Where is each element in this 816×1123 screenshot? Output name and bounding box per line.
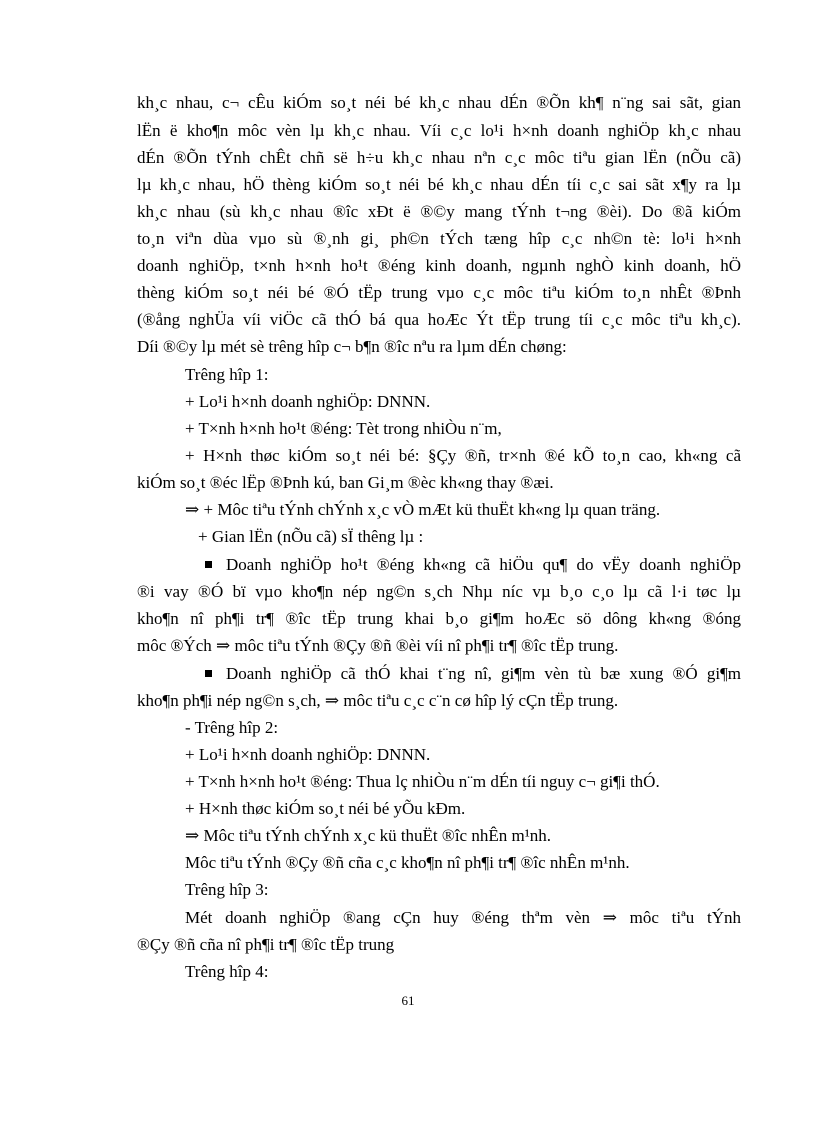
case-heading: - Trêng hîp 2: — [185, 718, 279, 737]
paragraph-line: môc ®Ých ⇒ môc tiªu tÝnh ®Çy ®ñ ®èi víi nî ph¶i tr¶ ®îc tËp trung. — [137, 636, 619, 655]
paragraph-line: Mét doanh nghiÖp ®ang cÇn huy ®éng thªm vèn ⇒ môc tiªu tÝnh — [185, 908, 741, 927]
paragraph-line: Díi ®©y lµ mét sè trêng hîp c¬ b¶n ®îc nªu ra lµm dÉn chøng: — [137, 337, 567, 356]
paragraph-line: lËn ë kho¶n môc vèn lµ kh¸c nhau. Víi c¸c lo¹i h×nh doanh nghiÖp kh¸c nhau — [137, 121, 741, 140]
bullet-item — [205, 663, 741, 685]
paragraph-line: kh¸c nhau, c¬ cÊu kiÓm so¸t néi bé kh¸c nhau dÉn ®Õn kh¶ n¨ng sai sãt, gian — [137, 93, 741, 112]
bullet-item — [205, 554, 741, 576]
list-item: + T×nh h×nh ho¹t ®éng: Tèt trong nhiÒu n¨m, — [185, 419, 502, 438]
list-item: + Gian lËn (nÕu cã) sÏ thêng lµ : — [198, 527, 424, 546]
conclusion-line: ⇒ Môc tiªu tÝnh chÝnh x¸c kü thuËt ®îc nhÊn m¹nh. — [185, 826, 552, 845]
paragraph-line: (®ång nghÜa víi viÖc cã thÓ bá qua hoÆc Ýt tËp trung tíi c¸c môc tiªu kh¸c). — [137, 310, 741, 329]
list-item: + T×nh h×nh ho¹t ®éng: Thua lç nhiÒu n¨m dÉn tíi nguy c¬ gi¶i thÓ. — [185, 772, 660, 791]
paragraph-line: ®i vay ®Ó bï vµo kho¶n nép ng©n s¸ch Nhµ níc vµ b¸o c¸o lµ cã l·i tøc lµ — [137, 582, 741, 601]
bullet-text: Doanh nghiÖp ho¹t ®éng kh«ng cã hiÖu qu¶ do vËy doanh nghiÖp — [226, 555, 741, 574]
bullet-text: Doanh nghiÖp cã thÓ khai t¨ng nî, gi¶m vèn tù bæ xung ®Ó gi¶m — [226, 664, 741, 683]
list-item: + Lo¹i h×nh doanh nghiÖp: DNNN. — [185, 392, 431, 411]
paragraph-line: kh¸c nhau (sù kh¸c nhau ®îc xÐt ë ®©y mang tÝnh t¬ng ®èi). Do ®ã kiÓm — [137, 202, 741, 221]
paragraph-line: kho¶n ph¶i nép ng©n s¸ch, ⇒ môc tiªu c¸c c¨n cø hîp lý cÇn tËp trung. — [137, 691, 619, 710]
case-heading: Trêng hîp 4: — [185, 962, 269, 981]
case-heading: Trêng hîp 1: — [185, 365, 269, 384]
page-number: 61 — [401, 993, 415, 1008]
paragraph-line: doanh nghiÖp, t×nh h×nh ho¹t ®éng kinh doanh, ngµnh nghÒ kinh doanh, hÖ — [137, 256, 741, 275]
paragraph-line: kiÓm so¸t ®éc lËp ®Þnh kú, ban Gi¸m ®èc kh«ng thay ®æi. — [137, 473, 554, 492]
square-bullet-icon — [205, 561, 212, 568]
paragraph-line: lµ kh¸c nhau, hÖ thèng kiÓm so¸t néi bé kh¸c nhau dÉn tíi c¸c sai sãt x¶y ra lµ — [137, 175, 741, 194]
list-item: + H×nh thøc kiÓm so¸t néi bé: §Çy ®ñ, tr×nh ®é kÕ to¸n cao, kh«ng cã — [185, 446, 741, 465]
square-bullet-icon — [205, 670, 212, 677]
list-item: + Lo¹i h×nh doanh nghiÖp: DNNN. — [185, 745, 431, 764]
paragraph-line: ®Çy ®ñ cña nî ph¶i tr¶ ®îc tËp trung — [137, 935, 395, 954]
conclusion-line: ⇒ + Môc tiªu tÝnh chÝnh x¸c vÒ mÆt kü thuËt kh«ng lµ quan träng. — [185, 500, 661, 519]
paragraph-line: thèng kiÓm so¸t néi bé ®Ó tËp trung vµo c¸c môc tiªu kiÓm to¸n nhÊt ®Þnh — [137, 283, 741, 302]
paragraph-line: dÉn ®Õn tÝnh chÊt chñ së h÷u kh¸c nhau nªn c¸c môc tiªu gian lËn (nÕu cã) — [137, 148, 741, 167]
case-heading: Trêng hîp 3: — [185, 880, 269, 899]
list-item: + H×nh thøc kiÓm so¸t néi bé yÕu kÐm. — [185, 799, 466, 818]
paragraph-line: kho¶n nî ph¶i tr¶ ®îc tËp trung khai b¸o gi¶m hoÆc sö dông kh«ng ®óng — [137, 609, 741, 628]
paragraph-line: to¸n viªn dùa vµo sù ®¸nh gi¸ ph©n tÝch tæng hîp c¸c nh©n tè: lo¹i h×nh — [137, 229, 741, 248]
conclusion-line: Môc tiªu tÝnh ®Çy ®ñ cña c¸c kho¶n nî ph¶i tr¶ ®îc nhÊn m¹nh. — [185, 853, 630, 872]
